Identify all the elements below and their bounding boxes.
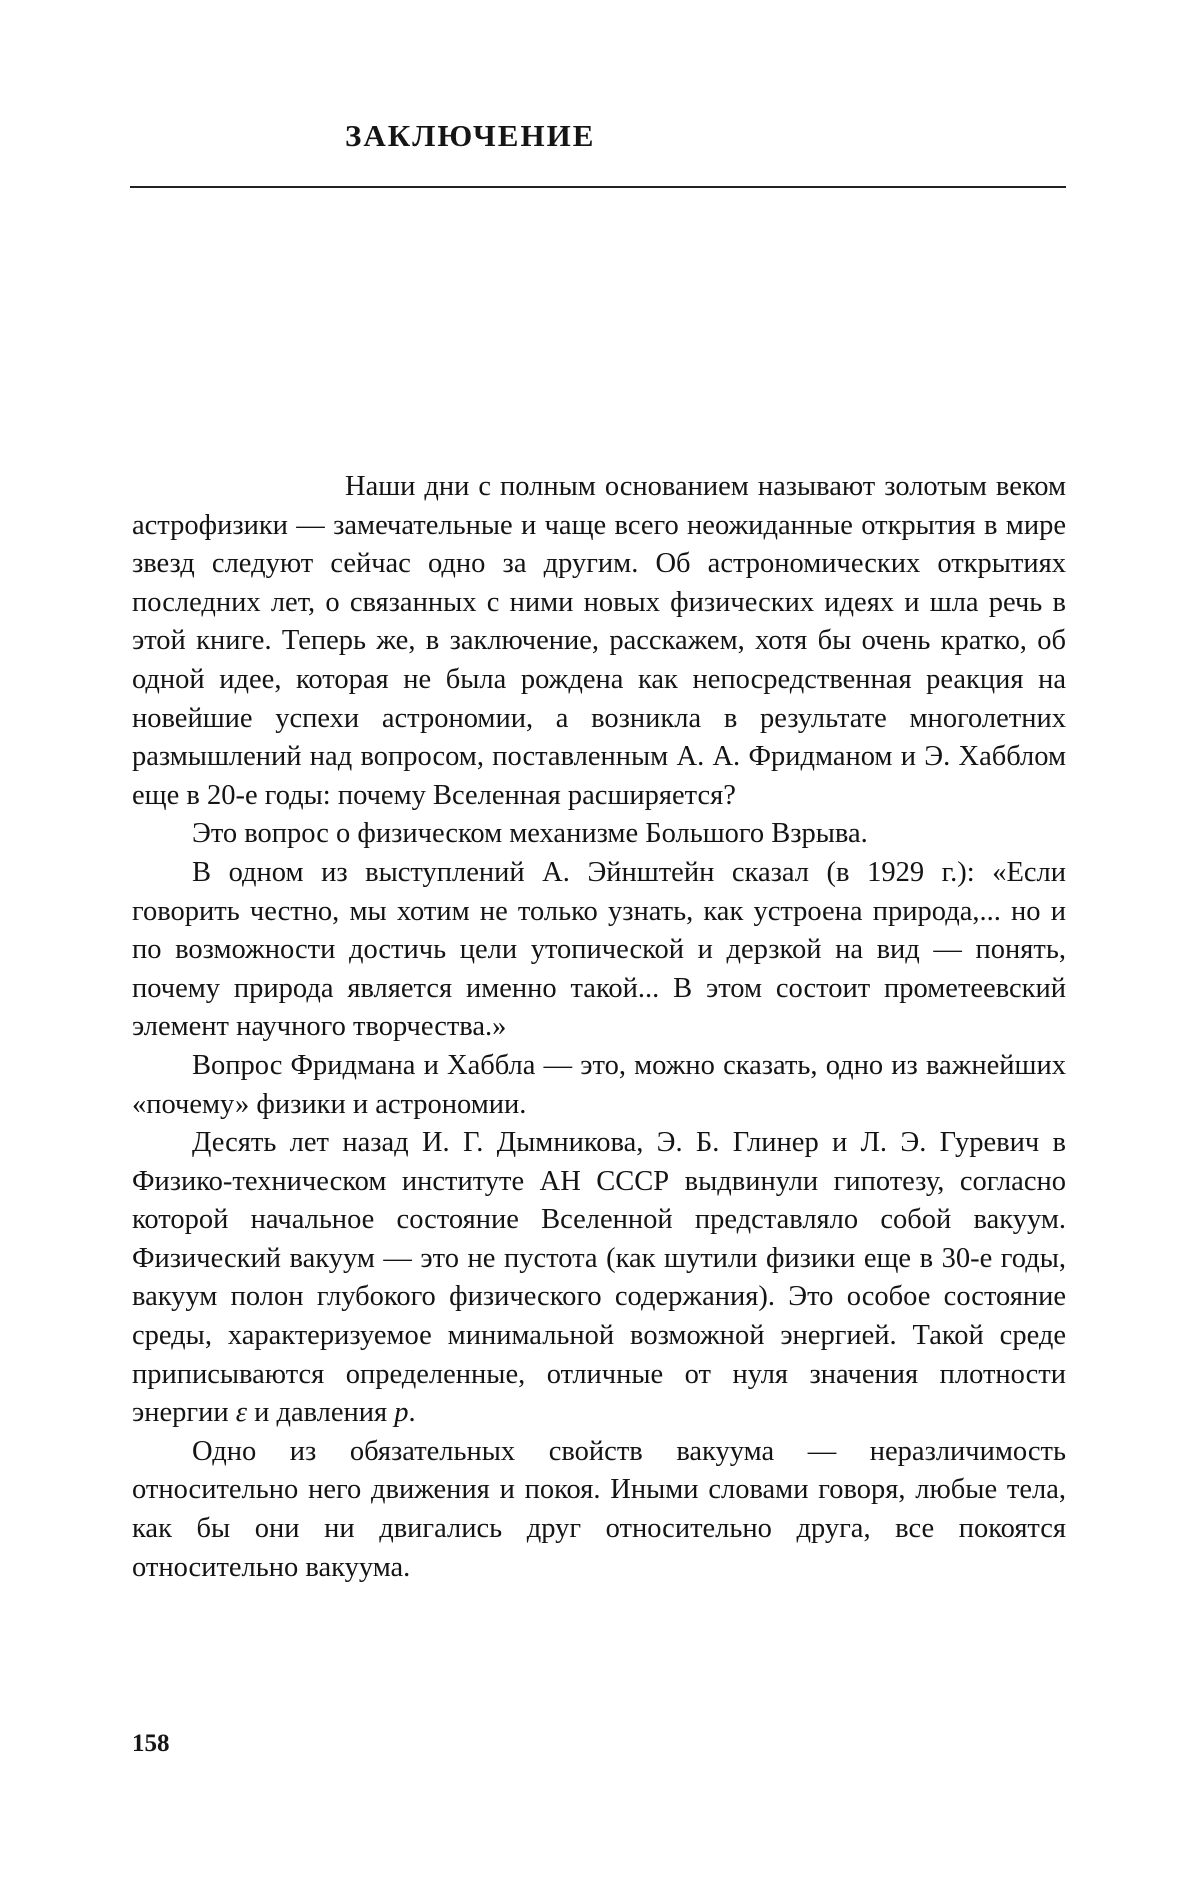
paragraph-1: Наши дни с полным основанием называют золотым веком астрофизики — замечательные и чаще всего неожиданные открытия в мире звезд следуют сейчас одно за другим. Об астрономических открытиях последних лет, о связанных с ними новых физических идеях и шла речь в этой книге. Теперь же, в заключение, расскажем, хотя бы очень кратко, об одной идее, которая не была рождена как непосредственная реакция на новейшие успехи астрономии, а возникла в результате многолетних размышлений над вопросом, поставленным А. А. Фридманом и Э. Хабблом еще в 20-е годы: почему Вселенная расширяется? xyxy=(132,468,1066,815)
paragraph-5-text: Десять лет назад И. Г. Дымникова, Э. Б. Глинер и Л. Э. Гуревич в Физико-техническом институте АН СССР выдвинули гипотезу, согласно которой начальное состояние Вселенной представляло собой вакуум. Физический вакуум — это не пустота (как шутили физики еще в 30-е годы, вакуум полон глубокого физического содержания). Это особое состояние среды, характеризуемое минимальной возможной энергией. Такой среде приписываются определенные, отличные от нуля значения плотности энергии xyxy=(132,1127,1066,1428)
energy-density-symbol: ε xyxy=(236,1397,247,1428)
paragraph-5 xyxy=(132,1124,1066,1433)
paragraph-2: Это вопрос о физическом механизме Большого Взрыва. xyxy=(132,815,1066,854)
paragraph-6: Одно из обязательных свойств вакуума — неразличимость относительно него движения и покоя. Иными словами говоря, любые тела, как бы они ни двигались друг относительно друга, все покоятся относительно вакуума. xyxy=(132,1433,1066,1587)
paragraph-5-end: . xyxy=(409,1397,416,1428)
body-text xyxy=(132,468,1066,1587)
paragraph-5-connector: и давления xyxy=(254,1397,387,1428)
pressure-symbol: p xyxy=(394,1397,408,1428)
title-divider xyxy=(130,186,1066,188)
paragraph-3: В одном из выступлений А. Эйнштейн сказал (в 1929 г.): «Если говорить честно, мы хотим не только узнать, как устроена природа,... но и по возможности достичь цели утопической и дерзкой на вид — понять, почему природа является именно такой... В этом состоит прометеевский элемент научного творчества.» xyxy=(132,854,1066,1047)
chapter-title: ЗАКЛЮЧЕНИЕ xyxy=(345,118,595,154)
book-page xyxy=(0,0,1200,1880)
paragraph-4: Вопрос Фридмана и Хаббла — это, можно сказать, одно из важнейших «почему» физики и астрономии. xyxy=(132,1047,1066,1124)
page-number: 158 xyxy=(132,1730,170,1758)
